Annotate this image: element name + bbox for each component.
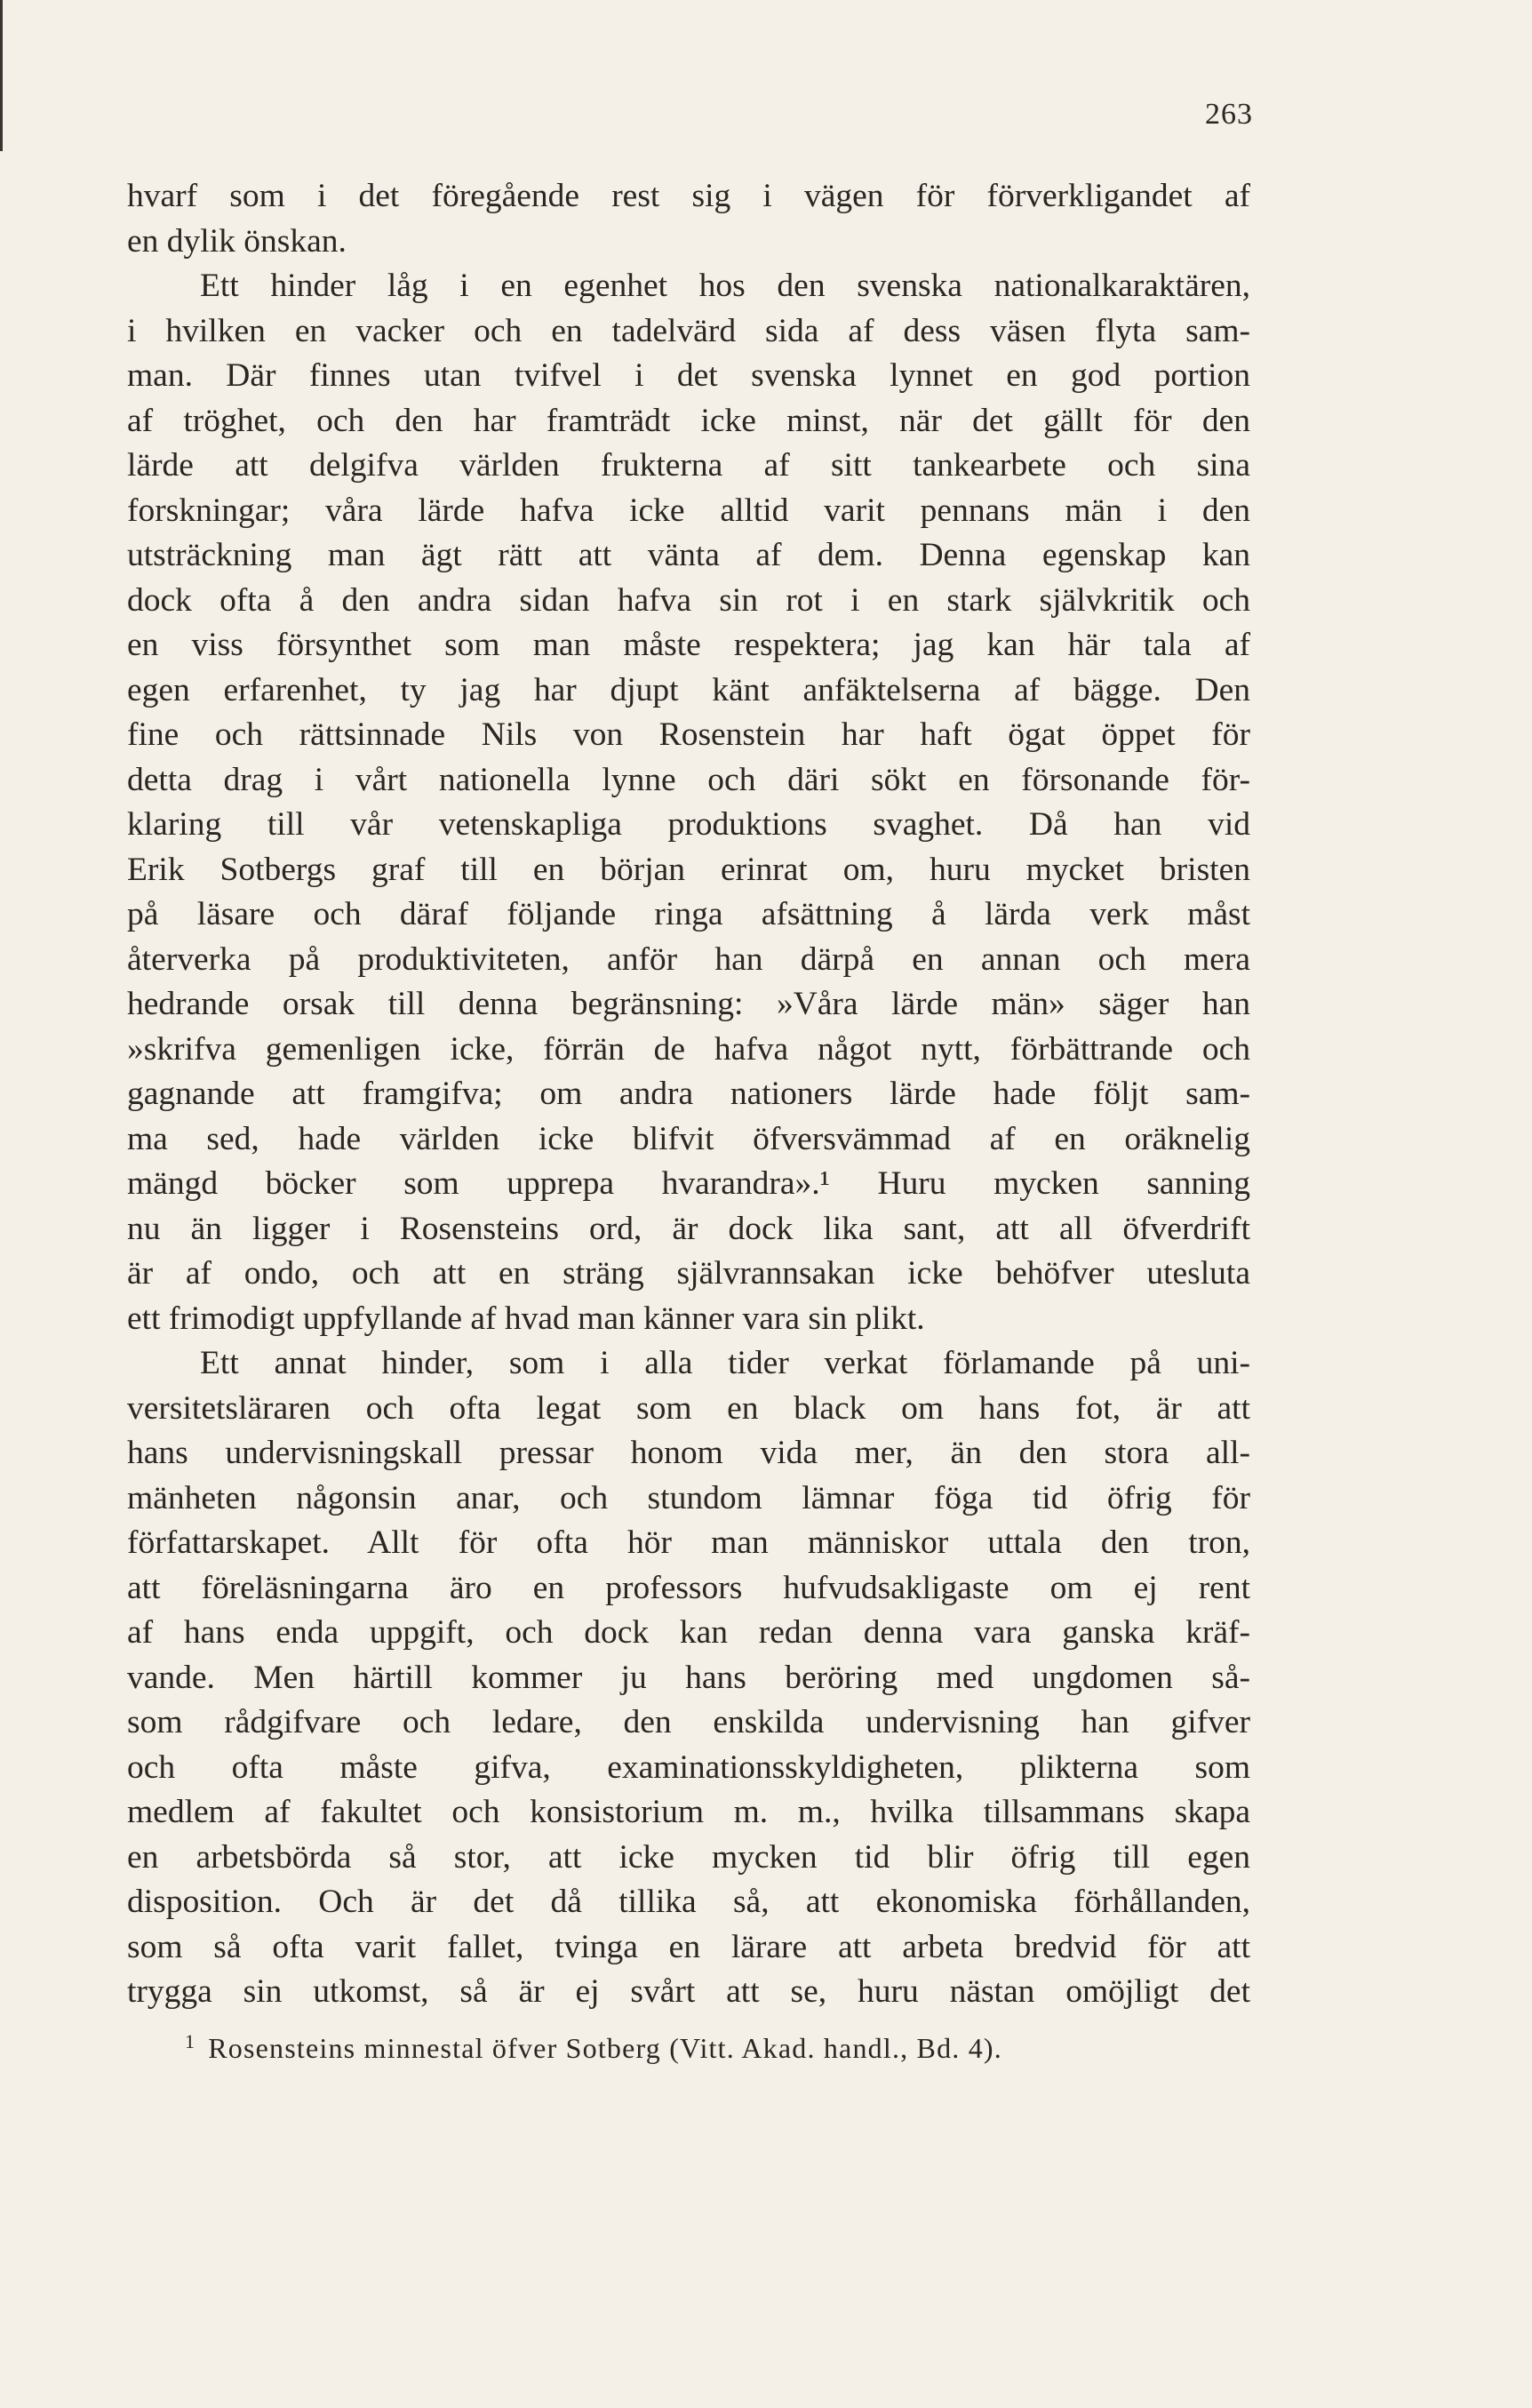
text-line: som rådgifvare och ledare, den enskilda undervisning han gifver (127, 1704, 1250, 1740)
text-line: disposition. Och är det då tillika så, att ekonomiska förhållanden, (127, 1884, 1250, 1920)
text-line: trygga sin utkomst, så är ej svårt att se, huru nästan omöjligt det (127, 1973, 1250, 2010)
text-line: Erik Sotbergs graf till en början erinrat om, huru mycket bristen (127, 851, 1250, 888)
text-line: återverka på produktiviteten, anför han därpå en annan och mera (127, 940, 1250, 978)
footnote-mark: 1 (185, 2030, 196, 2052)
text-line: hvarf som i det föregående rest sig i vägen för förverkligandet af (127, 178, 1250, 214)
text-line: medlem af fakultet och konsistorium m. m., hvilka tillsammans skapa (127, 1794, 1250, 1830)
text-line: hedrande orsak till denna begränsning: »Våra lärde män» säger han (127, 986, 1250, 1022)
page-edge-shadow (0, 0, 3, 151)
text-line: och ofta måste gifva, examinationsskyldigheten, plikterna som (127, 1748, 1250, 1786)
text-line: gagnande att framgifva; om andra nationers lärde hade följt sam- (127, 1076, 1250, 1112)
footnote (185, 2028, 1251, 2068)
text-line: klaring till vår vetenskapliga produktions svaghet. Då han vid (127, 806, 1250, 843)
text-line: som så ofta varit fallet, tvinga en lärare att arbeta bredvid för att (127, 1928, 1250, 1965)
text-line: i hvilken en vacker och en tadelvärd sida af dess väsen flyta sam- (127, 312, 1250, 349)
text-line: dock ofta å den andra sidan hafva sin rot i en stark självkritik och (127, 581, 1250, 619)
text-line: ma sed, hade världen icke blifvit öfversvämmad af en oräknelig (127, 1120, 1250, 1157)
text-line: af hans enda uppgift, och dock kan redan denna vara ganska kräf- (127, 1614, 1250, 1651)
text-line: är af ondo, och att en sträng självrannsakan icke behöfver utesluta (127, 1255, 1250, 1292)
text-line: lärde att delgifva världen frukterna af sitt tankearbete och sina (127, 447, 1250, 484)
text-line: utsträckning man ägt rätt att vänta af dem. Denna egenskap kan (127, 537, 1250, 573)
footnote-text: Rosensteins minnestal öfver Sotberg (Vitt. Akad. handl., Bd. 4). (208, 2032, 1002, 2064)
text-line: egen erfarenhet, ty jag har djupt känt anfäktelserna af bägge. Den (127, 671, 1250, 708)
text-line: fine och rättsinnade Nils von Rosenstein har haft ögat öppet för (127, 716, 1250, 753)
text-line: forskningar; våra lärde hafva icke alltid varit pennans män i den (127, 492, 1250, 529)
text-line: mängd böcker som upprepa hvarandra».¹ Huru mycken sanning (127, 1165, 1250, 1202)
text-line: Ett annat hinder, som i alla tider verkat förlamande på uni- (200, 1345, 1250, 1381)
text-line: nu än ligger i Rosensteins ord, är dock lika sant, att all öfverdrift (127, 1210, 1250, 1247)
text-line: författarskapet. Allt för ofta hör man människor uttala den tron, (127, 1524, 1250, 1561)
text-line: »skrifva gemenligen icke, förrän de hafva något nytt, förbättrande och (127, 1030, 1250, 1068)
text-line: versitetsläraren och ofta legat som en black om hans fot, är att (127, 1389, 1250, 1427)
text-line: detta drag i vårt nationella lynne och däri sökt en försonande för- (127, 761, 1250, 798)
text-line: en dylik önskan. (127, 222, 347, 260)
body-text (127, 174, 1250, 2015)
text-line: att föreläsningarna äro en professors hufvudsakligaste om ej rent (127, 1569, 1250, 1606)
text-line: på läsare och däraf följande ringa afsättning å lärda verk måst (127, 896, 1250, 932)
text-line: af tröghet, och den har framträdt icke minst, när det gällt för den (127, 402, 1250, 439)
text-line: hans undervisningskall pressar honom vida mer, än den stora all- (127, 1435, 1250, 1471)
text-line: vande. Men härtill kommer ju hans beröring med ungdomen så- (127, 1659, 1250, 1696)
text-line: en viss försynthet som man måste respektera; jag kan här tala af (127, 627, 1250, 663)
text-line: en arbetsbörda så stor, att icke mycken tid blir öfrig till egen (127, 1838, 1250, 1876)
page-number: 263 (1205, 98, 1253, 131)
text-line: ett frimodigt uppfyllande af hvad man känner vara sin plikt. (127, 1300, 925, 1337)
text-line: Ett hinder låg i en egenhet hos den svenska nationalkaraktären, (200, 268, 1250, 304)
text-line: man. Där finnes utan tvifvel i det svenska lynnet en god portion (127, 357, 1250, 394)
text-line: mänheten någonsin anar, och stundom lämnar föga tid öfrig för (127, 1479, 1250, 1516)
